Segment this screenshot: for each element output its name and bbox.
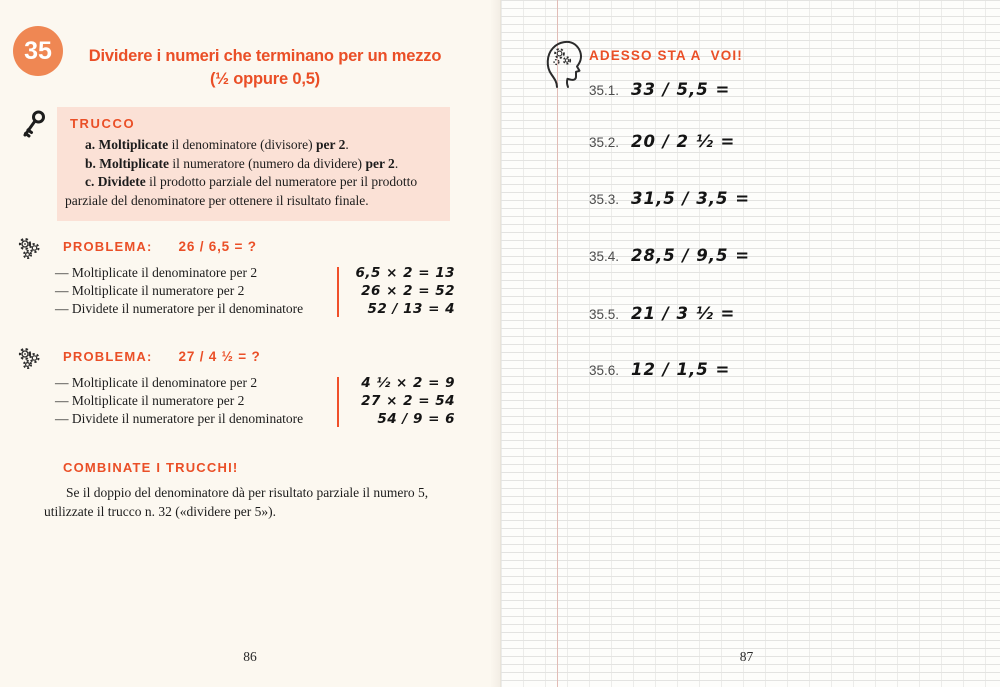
step-calculation: 4 ½ × 2 = 9 <box>361 375 455 391</box>
page-number-right: 87 <box>739 649 754 664</box>
exercise-row <box>589 80 730 100</box>
trucco-step-text: il denominatore (divisore) <box>168 137 316 152</box>
problem-step-row <box>55 393 455 411</box>
page-title-line2: (½ oppure 0,5) <box>210 70 320 88</box>
problem-steps <box>55 375 455 429</box>
step-calculation: 54 / 9 = 6 <box>377 411 455 427</box>
exercise-row <box>589 132 735 152</box>
problem-section <box>0 348 500 429</box>
step-description: — Dividete il numeratore per il denominatore <box>55 301 304 316</box>
step-calculation: 6,5 × 2 = 13 <box>355 265 455 281</box>
key-icon <box>20 108 48 157</box>
step-calculation: 27 × 2 = 54 <box>361 393 455 409</box>
step-description: — Dividete il numeratore per il denominatore <box>55 411 304 426</box>
trucco-step <box>65 136 442 155</box>
exercise-row <box>589 304 735 324</box>
problem-header <box>63 348 500 366</box>
step-calculation: 26 × 2 = 52 <box>361 283 455 299</box>
exercise-number: 35.5. <box>589 307 620 322</box>
exercise-expression: 33 / 5,5 = <box>631 80 731 99</box>
problem-label: PROBLEMA: <box>63 239 153 254</box>
exercise-number: 35.6. <box>589 363 620 378</box>
problem-question: 27 / 4 ½ = ? <box>178 349 261 364</box>
exercise-expression: 12 / 1,5 = <box>631 360 731 379</box>
step-description: — Moltiplicate il denominatore per 2 <box>55 265 258 280</box>
problem-step-row <box>55 411 455 429</box>
problem-step-row <box>55 301 455 319</box>
trucco-step-lead: a. Moltiplicate <box>85 137 169 152</box>
combine-tricks-text: Se il doppio del denominatore dà per risultato parziale il numero 5, utilizzate il trucco n. 32 («dividere per 5»). <box>44 485 429 519</box>
problem-header <box>63 238 500 256</box>
exercise-expression: 28,5 / 9,5 = <box>631 246 751 265</box>
problem-label: PROBLEMA: <box>63 349 153 364</box>
problem-question: 26 / 6,5 = ? <box>178 239 257 254</box>
exercise-number: 35.3. <box>589 192 620 207</box>
trucco-step-bold: per 2 <box>315 137 346 152</box>
problem-section <box>0 238 500 319</box>
exercise-row <box>589 246 750 266</box>
exercises-header: ADESSO STA A VOI! <box>589 48 743 63</box>
trucco-step-end: . <box>345 137 349 152</box>
trucco-step-text: il numeratore (numero da dividere) <box>169 155 366 171</box>
problem-step-row <box>55 375 455 393</box>
combine-tricks-label: COMBINATE I TRUCCHI! <box>63 460 239 475</box>
trucco-step <box>65 173 442 210</box>
step-description: — Moltiplicate il numeratore per 2 <box>55 393 245 408</box>
trucco-step-lead: c. Dividete <box>85 174 146 189</box>
page-title <box>62 45 468 91</box>
brain-gears-icon <box>543 36 583 95</box>
page-title-line1: Dividere i numeri che terminano per un mezzo <box>88 47 442 65</box>
problem-step-row <box>55 283 455 301</box>
trucco-label: TRUCCO <box>70 116 136 131</box>
step-description: — Moltiplicate il numeratore per 2 <box>55 283 245 298</box>
trucco-box <box>57 107 450 221</box>
trucco-step-bold: per 2 <box>365 155 395 171</box>
exercise-expression: 31,5 / 3,5 = <box>631 189 751 208</box>
trucco-step-text: il prodotto parziale del numeratore per il prodotto parziale del denominatore per ottenere il risultato finale. <box>65 174 418 208</box>
exercise-number: 35.1. <box>589 83 620 98</box>
problem-step-row <box>55 265 455 283</box>
right-page <box>500 0 1000 687</box>
trucco-step <box>65 155 442 174</box>
problem-steps <box>55 265 455 319</box>
page-number-left: 86 <box>243 649 257 664</box>
chapter-number-badge: 35 <box>13 26 63 76</box>
combine-tricks-section <box>44 460 464 521</box>
gears-icon <box>16 236 43 268</box>
notebook-margin-line <box>557 0 558 687</box>
exercise-number: 35.2. <box>589 135 620 150</box>
step-calculation: 52 / 13 = 4 <box>367 301 455 317</box>
exercise-row <box>589 360 730 380</box>
gears-icon <box>16 346 43 378</box>
exercise-number: 35.4. <box>589 249 620 264</box>
exercise-expression: 20 / 2 ½ = <box>631 132 736 151</box>
step-description: — Moltiplicate il denominatore per 2 <box>55 375 258 390</box>
trucco-step-end: . <box>394 155 399 171</box>
exercise-row <box>589 189 750 209</box>
exercise-expression: 21 / 3 ½ = <box>631 304 736 323</box>
trucco-step-lead: b. Moltiplicate <box>85 155 169 171</box>
